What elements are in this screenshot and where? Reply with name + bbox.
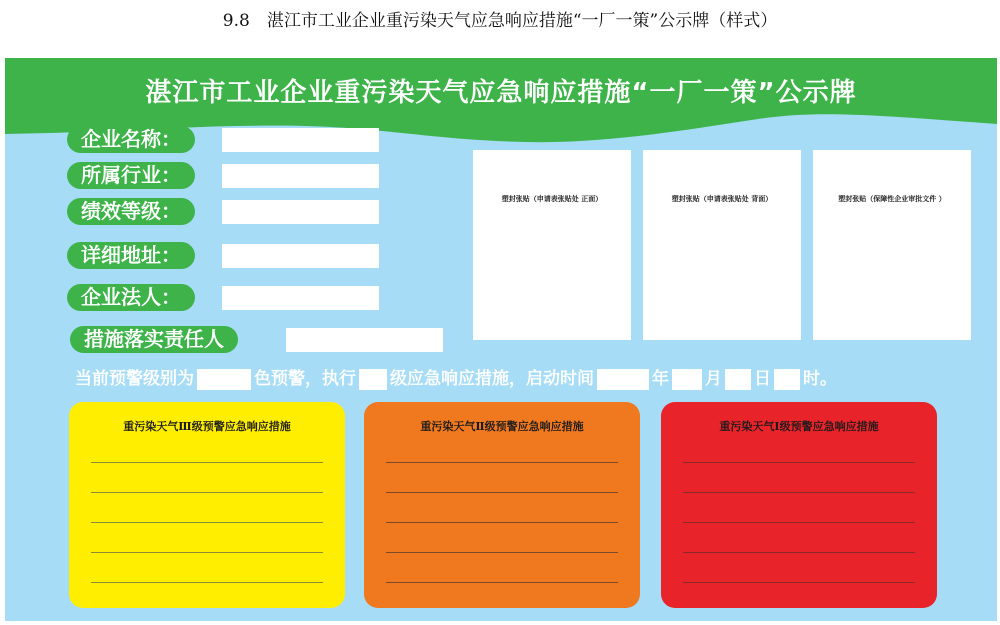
write-line	[91, 492, 323, 493]
write-line	[91, 522, 323, 523]
notice-text: 当前预警级别为	[75, 369, 194, 389]
panel-label: 塑封张贴（保障性企业审批文件 ）	[838, 195, 946, 203]
address-field[interactable]	[222, 244, 379, 268]
level-3-measures-card	[69, 402, 345, 608]
level-2-measures-card	[364, 402, 640, 608]
notice-text: 色预警，执行	[254, 369, 356, 389]
write-line	[91, 552, 323, 553]
notice-text: 时。	[803, 369, 837, 389]
sticker-panel-approval-document	[813, 150, 971, 340]
sticker-panel-application-front	[473, 150, 631, 340]
legal-person-field[interactable]	[222, 286, 379, 310]
warning-color-blank[interactable]	[197, 369, 251, 390]
write-line	[386, 492, 618, 493]
write-line	[683, 462, 915, 463]
write-line	[683, 522, 915, 523]
company-name-field[interactable]	[222, 128, 379, 152]
notice-text: 日	[754, 369, 771, 389]
warning-notice	[75, 366, 837, 392]
write-line	[386, 462, 618, 463]
field-label-company-name: 企业名称：	[67, 126, 195, 153]
notice-text: 年	[652, 369, 669, 389]
day-blank[interactable]	[725, 369, 751, 390]
notice-board	[5, 58, 997, 621]
field-label-performance-grade: 绩效等级：	[67, 198, 195, 225]
card-title: 重污染天气Ⅲ级预警应急响应措施	[123, 420, 291, 433]
field-label-industry: 所属行业：	[67, 162, 195, 189]
field-label-address: 详细地址：	[67, 242, 195, 269]
panel-label: 塑封张贴（申请表张贴处 背面）	[671, 195, 773, 203]
write-line	[386, 552, 618, 553]
write-line	[91, 582, 323, 583]
field-label-legal-person: 企业法人：	[67, 284, 195, 311]
month-blank[interactable]	[672, 369, 702, 390]
write-line	[683, 582, 915, 583]
document-caption: 9.8 湛江市工业企业重污染天气应急响应措施“一厂一策”公示牌（样式）	[222, 11, 778, 31]
card-title: 重污染天气Ⅰ级预警应急响应措施	[719, 420, 879, 433]
hour-blank[interactable]	[774, 369, 800, 390]
write-line	[683, 492, 915, 493]
response-level-blank[interactable]	[359, 369, 387, 390]
panel-label: 塑封张贴（申请表张贴处 正面）	[501, 195, 603, 203]
notice-text: 级应急响应措施，启动时间	[390, 369, 594, 389]
sticker-panel-application-back	[643, 150, 801, 340]
card-title: 重污染天气Ⅱ级预警应急响应措施	[420, 420, 584, 433]
notice-text: 月	[705, 369, 722, 389]
write-line	[386, 582, 618, 583]
responsible-person-field[interactable]	[286, 328, 443, 352]
write-line	[386, 522, 618, 523]
write-line	[91, 462, 323, 463]
year-blank[interactable]	[597, 369, 649, 390]
industry-field[interactable]	[222, 164, 379, 188]
level-1-measures-card	[661, 402, 937, 608]
performance-grade-field[interactable]	[222, 200, 379, 224]
write-line	[683, 552, 915, 553]
banner-title: 湛江市工业企业重污染天气应急响应措施“一厂一策”公示牌	[145, 78, 857, 108]
field-label-responsible-person: 措施落实责任人	[70, 326, 238, 353]
